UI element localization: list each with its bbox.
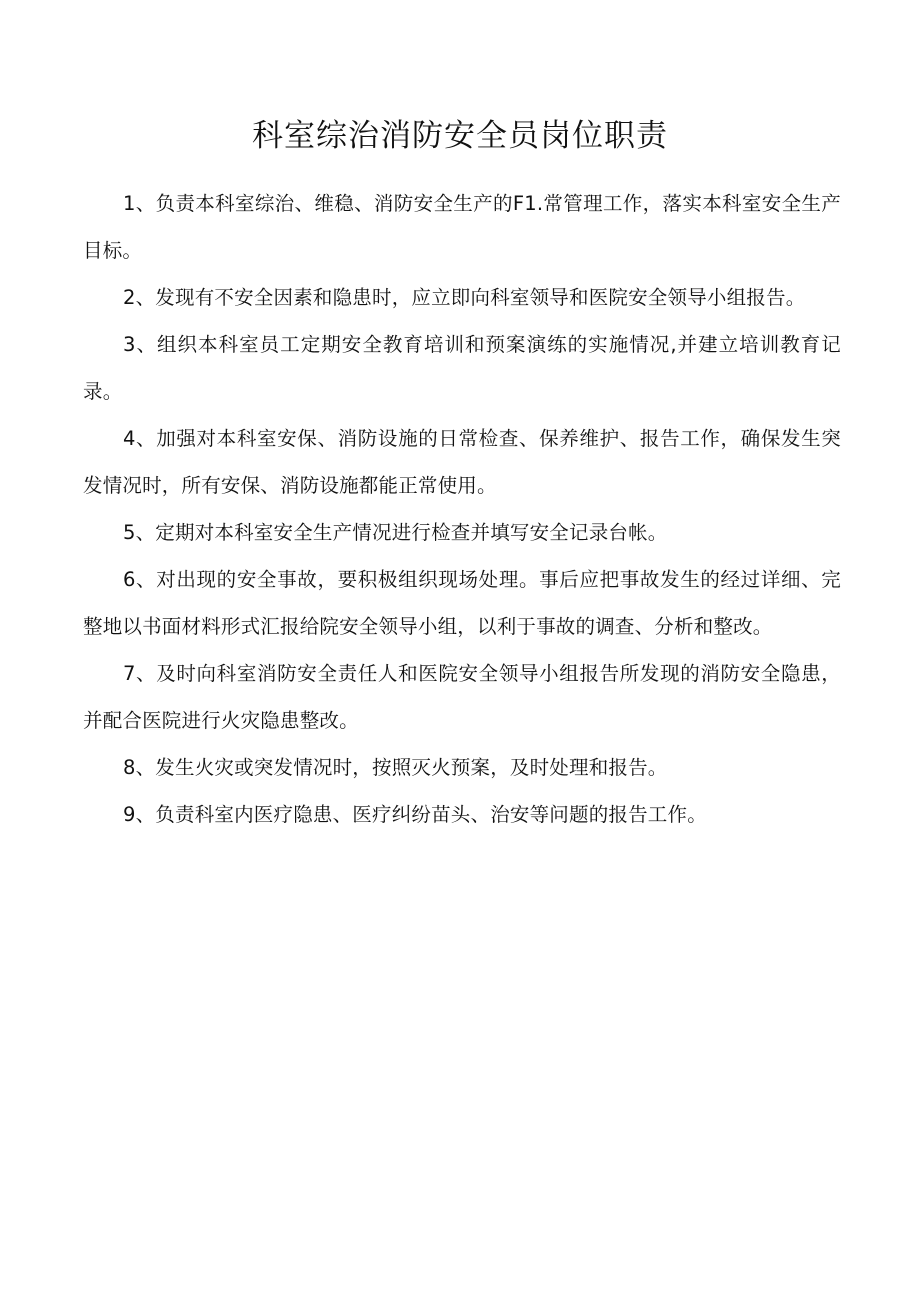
duty-item-4: 4、加强对本科室安保、消防设施的日常检查、保养维护、报告工作，确保发生突发情况时，所有安保、消防设施都能正常使用。 — [83, 427, 841, 497]
page-title: 科室综治消防安全员岗位职责 — [252, 118, 668, 154]
duty-item-3: 3、组织本科室员工定期安全教育培训和预案演练的实施情况,并建立培训教育记录。 — [83, 333, 841, 403]
duty-item-9: 9、负责科室内医疗隐患、医疗纠纷苗头、治安等问题的报告工作。 — [123, 803, 707, 826]
duty-item-6: 6、对出现的安全事故，要积极组织现场处理。事后应把事故发生的经过详细、完整地以书面材料形式汇报给院安全领导小组，以利于事故的调查、分析和整改。 — [83, 568, 841, 638]
duty-item-1: 1、负责本科室综治、维稳、消防安全生产的F1.常管理工作，落实本科室安全生产目标。 — [83, 192, 841, 262]
duty-item-7: 7、及时向科室消防安全责任人和医院安全领导小组报告所发现的消防安全隐患，并配合医院进行火灾隐患整改。 — [83, 662, 841, 732]
duty-item-2: 2、发现有不安全因素和隐患时，应立即向科室领导和医院安全领导小组报告。 — [123, 286, 806, 309]
duty-item-8: 8、发生火灾或突发情况时，按照灭火预案，及时处理和报告。 — [123, 756, 668, 779]
duty-item-5: 5、定期对本科室安全生产情况进行检查并填写安全记录台帐。 — [123, 521, 668, 544]
duty-list — [83, 180, 841, 838]
